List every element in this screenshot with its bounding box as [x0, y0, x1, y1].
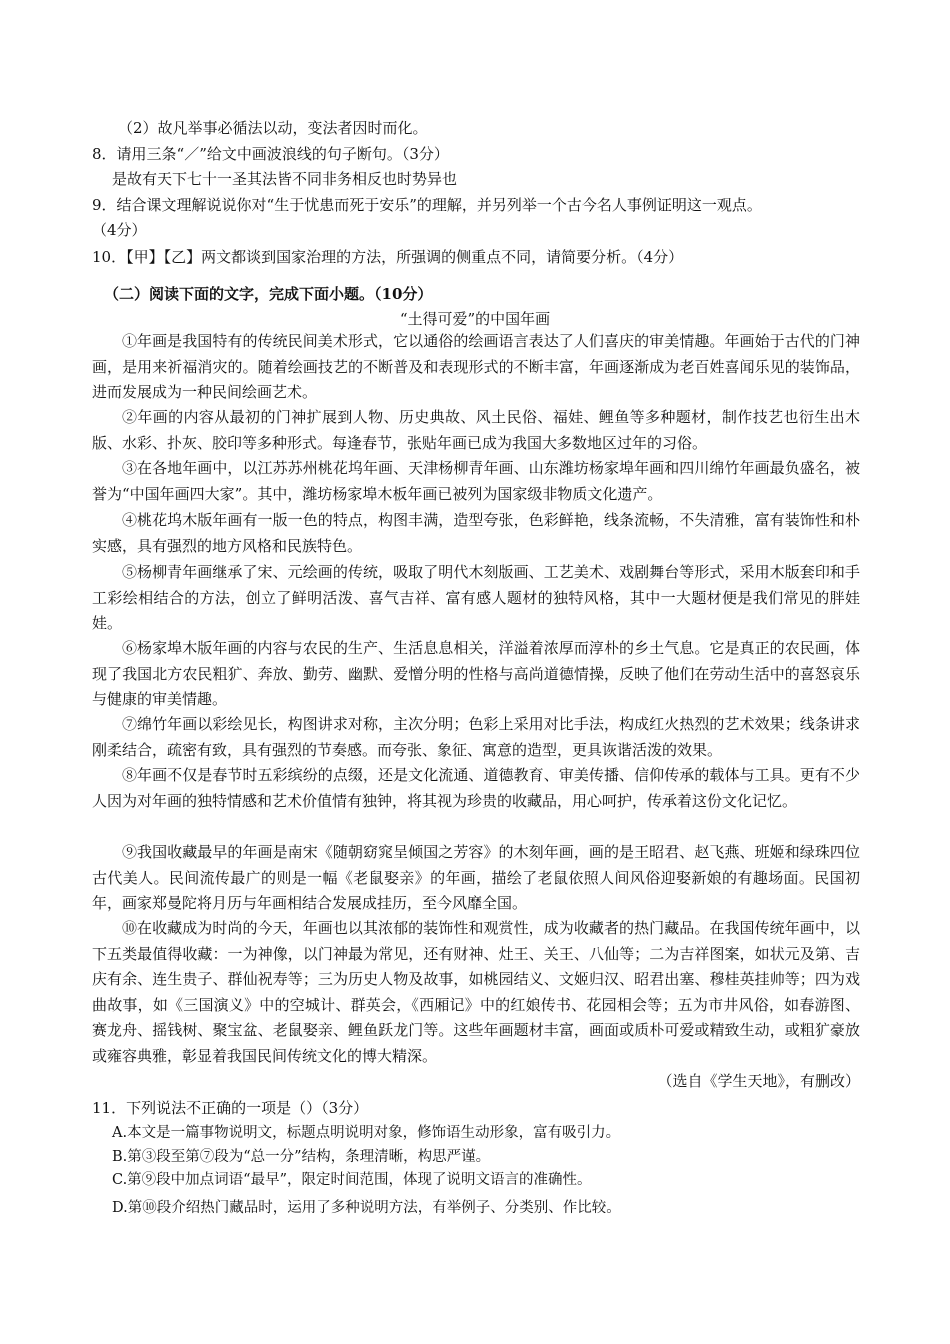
- paragraph-5: ⑤杨柳青年画继承了宋、元绘画的传统，吸取了明代木刻版画、工艺美术、戏剧舞台等形式，采用木版套印和手工彩绘相结合的方法，创立了鲜明活泼、喜气吉祥、富有感人题材的独特风格，其中一大题材便是我们常见的胖娃娃。: [92, 563, 860, 632]
- question-8: 8．请用三条“／”给文中画波浪线的句子断句。（3分）: [92, 145, 449, 163]
- paragraph-10: ⑩在收藏成为时尚的今天，年画也以其浓郁的装饰性和观赏性，成为收藏者的热门藏品。在我国传统年画中，以下五类最值得收藏：一为神像，以门神最为常见，还有财神、灶王、关王、八仙等；二为吉祥图案，如状元及第、吉庆有余、连生贵子、群仙祝寿等；三为历史人物及故事，如桃园结义、文姬归汉、昭君出塞、穆桂英挂帅等；四为戏曲故事，如《三国演义》中的空城计、群英会，《西厢记》中的红娘传书、花园相会等；五为市井风俗，如春游图、赛龙舟、摇钱树、聚宝盆、老鼠娶亲、鲤鱼跃龙门等。这些年画题材丰富，画面或质朴可爱或精致生动，或粗犷豪放或雍容典雅，彰显着我国民间传统文化的博大精深。: [92, 919, 860, 1065]
- question-8-sentence: 是故有天下七十一圣其法皆不同非务相反也时势异也: [112, 170, 458, 188]
- paragraph-6: ⑥杨家埠木版年画的内容与农民的生产、生活息息相关，洋溢着浓厚而淳朴的乡土气息。它是真正的农民画，体现了我国北方农民粗犷、奔放、勤劳、幽默、爱憎分明的性格与高尚道德情操，反映了他们在劳动生活中的喜怒哀乐与健康的审美情趣。: [92, 639, 860, 708]
- paragraph-9: ⑨我国收藏最早的年画是南宋《随朝窈窕呈倾国之芳容》的木刻年画，画的是王昭君、赵飞燕、班姬和绿珠四位古代美人。民间流传最广的则是一幅《老鼠娶亲》的年画，描绘了老鼠依照人间风俗迎娶新娘的有趣场面。民国初年，画家郑曼陀将月历与年画相结合发展成挂历，至今风靡全国。: [92, 843, 860, 912]
- question-11-option-b: B.第③段至第⑦段为“总一分”结构，条理清晰，构思严谨。: [112, 1149, 491, 1165]
- question-11-stem: 11．下列说法不正确的一项是（）（3分）: [92, 1099, 369, 1117]
- paragraph-8: ⑧年画不仅是春节时五彩缤纷的点缀，还是文化流通、道德教育、审美传播、信仰传承的载体与工具。更有不少人因为对年画的独特情感和艺术价值情有独钟，将其视为珍贵的收藏品，用心呵护，传承着这份文化记忆。: [92, 766, 860, 810]
- question-9: 9．结合课文理解说说你对“生于忧患而死于安乐”的理解，并另列举一个古今名人事例证明这一观点。: [92, 196, 762, 214]
- paragraph-1: ①年画是我国特有的传统民间美术形式，它以通俗的绘画语言表达了人们喜庆的审美情趣。年画始于古代的门神画，是用来祈福消灾的。随着绘画技艺的不断普及和表现形式的不断丰富，年画逐渐成为老百姓喜闻乐见的装饰品，进而发展成为一种民间绘画艺术。: [92, 332, 860, 401]
- source-note: （选自《学生天地》，有删改）: [657, 1072, 860, 1090]
- paragraph-3: ③在各地年画中，以江苏苏州桃花坞年画、天津杨柳青年画、山东潍坊杨家埠年画和四川绵竹年画最负盛名，被誉为“中国年画四大家”。其中，潍坊杨家埠木板年画已被列为国家级非物质文化遗产。: [92, 459, 860, 503]
- question-10: 10．【甲】【乙】两文都谈到国家治理的方法，所强调的侧重点不同，请简要分析。（4分）: [92, 248, 684, 266]
- question-7-item-2: （2）故凡举事必循法以动，变法者因时而化。: [118, 119, 428, 137]
- question-9-points: （4分）: [92, 221, 147, 239]
- paragraph-2: ②年画的内容从最初的门神扩展到人物、历史典故、风土民俗、福娃、鲤鱼等多种题材，制作技艺也衍生出木版、水彩、扑灰、胶印等多种形式。每逢春节，张贴年画已成为我国大多数地区过年的习俗。: [92, 408, 860, 452]
- section-heading: （二）阅读下面的文字，完成下面小题。（10分）: [104, 285, 433, 303]
- question-11-option-c: C.第⑨段中加点词语“最早”，限定时间范围，体现了说明文语言的准确性。: [112, 1172, 592, 1188]
- paragraph-7: ⑦绵竹年画以彩绘见长，构图讲求对称，主次分明；色彩上采用对比手法，构成红火热烈的艺术效果；线条讲求刚柔结合，疏密有致，具有强烈的节奏感。而夸张、象征、寓意的造型，更具诙谐活泼的效果。: [92, 715, 860, 759]
- paragraph-4: ④桃花坞木版年画有一版一色的特点，构图丰满，造型夸张，色彩鲜艳，线条流畅，不失清雅，富有装饰性和朴实感，具有强烈的地方风格和民族特色。: [92, 511, 860, 555]
- question-11-option-d: D.第⑩段介绍热门藏品时，运用了多种说明方法，有举例子、分类别、作比较。: [112, 1200, 621, 1216]
- question-11-option-a: A.本文是一篇事物说明文，标题点明说明对象，修饰语生动形象，富有吸引力。: [112, 1125, 621, 1141]
- article-title: “土得可爱”的中国年画: [399, 310, 551, 328]
